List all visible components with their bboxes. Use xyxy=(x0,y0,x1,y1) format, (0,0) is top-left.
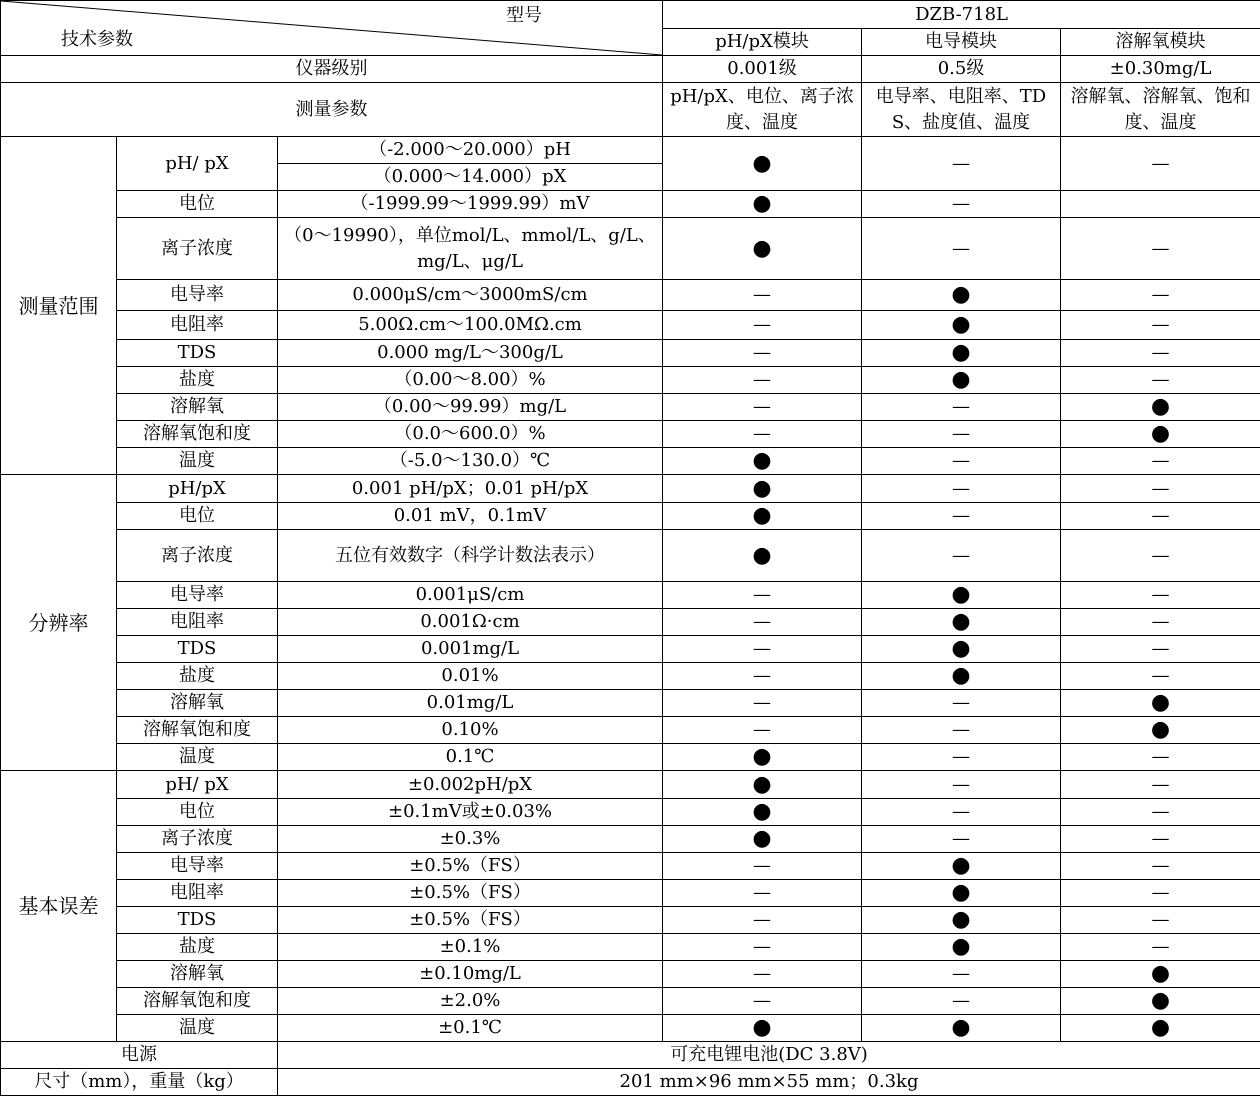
support-mark-do: — xyxy=(1061,880,1260,907)
support-mark-ph: — xyxy=(663,907,862,934)
param-name: 电阻率 xyxy=(117,880,278,907)
support-mark-do: — xyxy=(1061,218,1260,280)
support-mark-conductivity: — xyxy=(862,799,1061,826)
param-name: 溶解氧饱和度 xyxy=(117,717,278,744)
support-mark-do: — xyxy=(1061,503,1260,530)
param-spec: ±0.5%（FS） xyxy=(278,880,663,907)
support-mark-ph: — xyxy=(663,311,862,340)
support-mark-conductivity: ● xyxy=(862,1015,1061,1042)
measure-params-conductivity: 电导率、电阻率、TDS、盐度值、温度 xyxy=(862,83,1061,137)
module-dissolved-oxygen: 溶解氧模块 xyxy=(1061,29,1260,56)
param-spec: 0.001Ω·cm xyxy=(278,609,663,636)
support-mark-conductivity: — xyxy=(862,717,1061,744)
support-mark-do: ● xyxy=(1061,988,1260,1015)
support-mark-ph: ● xyxy=(663,191,862,218)
support-mark-do: — xyxy=(1061,530,1260,582)
param-spec: 0.000 mg/L～300g/L xyxy=(278,340,663,367)
param-name: TDS xyxy=(117,340,278,367)
grade-value-ph: 0.001级 xyxy=(663,56,862,83)
support-mark-conductivity: ● xyxy=(862,636,1061,663)
param-spec: 0.01mg/L xyxy=(278,690,663,717)
support-mark-ph: — xyxy=(663,934,862,961)
param-spec: （-5.0～130.0）℃ xyxy=(278,448,663,475)
support-mark-conductivity: — xyxy=(862,421,1061,448)
support-mark-do: ● xyxy=(1061,421,1260,448)
support-mark-ph: — xyxy=(663,367,862,394)
param-name: 温度 xyxy=(117,448,278,475)
support-mark-ph: — xyxy=(663,690,862,717)
support-mark-conductivity: — xyxy=(862,475,1061,503)
grade-label: 仪器级别 xyxy=(1,56,663,83)
param-spec: 0.1℃ xyxy=(278,744,663,771)
support-mark-conductivity: — xyxy=(862,826,1061,853)
param-name: 离子浓度 xyxy=(117,218,278,280)
support-mark-conductivity: — xyxy=(862,744,1061,771)
support-mark-conductivity: — xyxy=(862,961,1061,988)
param-spec: 0.01 mV，0.1mV xyxy=(278,503,663,530)
support-mark-conductivity: ● xyxy=(862,907,1061,934)
param-spec: 5.00Ω.cm～100.0MΩ.cm xyxy=(278,311,663,340)
module-ph: pH/pX模块 xyxy=(663,29,862,56)
support-mark-do: — xyxy=(1061,663,1260,690)
param-name: TDS xyxy=(117,636,278,663)
model-label: 型号 xyxy=(506,5,543,26)
support-mark-do: — xyxy=(1061,280,1260,311)
param-name: pH/ pX xyxy=(117,771,278,799)
support-mark-ph: — xyxy=(663,880,862,907)
support-mark-do: ● xyxy=(1061,961,1260,988)
support-mark-conductivity: — xyxy=(862,503,1061,530)
support-mark-do: — xyxy=(1061,137,1260,191)
param-spec: ±0.002pH/pX xyxy=(278,771,663,799)
support-mark-ph: — xyxy=(663,636,862,663)
support-mark-do: — xyxy=(1061,582,1260,609)
support-mark-conductivity: ● xyxy=(862,663,1061,690)
param-name: 电导率 xyxy=(117,853,278,880)
param-name: 温度 xyxy=(117,1015,278,1042)
support-mark-ph: — xyxy=(663,717,862,744)
support-mark-ph: ● xyxy=(663,475,862,503)
support-mark-conductivity: — xyxy=(862,191,1061,218)
support-mark-conductivity: ● xyxy=(862,367,1061,394)
support-mark-do: — xyxy=(1061,771,1260,799)
param-name: 电导率 xyxy=(117,582,278,609)
param-spec: 0.10% xyxy=(278,717,663,744)
support-mark-ph: — xyxy=(663,280,862,311)
footer-value: 201 mm×96 mm×55 mm；0.3kg xyxy=(278,1069,1260,1096)
support-mark-ph: ● xyxy=(663,137,862,191)
param-name: 电位 xyxy=(117,503,278,530)
param-spec: ±0.1mV或±0.03% xyxy=(278,799,663,826)
param-spec: 0.000μS/cm～3000mS/cm xyxy=(278,280,663,311)
footer-label: 尺寸（mm），重量（kg） xyxy=(1,1069,278,1096)
support-mark-do xyxy=(1061,191,1260,218)
support-mark-conductivity: ● xyxy=(862,280,1061,311)
support-mark-ph: — xyxy=(663,394,862,421)
param-spec: ±0.5%（FS） xyxy=(278,907,663,934)
grade-value-do: ±0.30mg/L xyxy=(1061,56,1260,83)
section-label: 分辨率 xyxy=(1,475,117,771)
param-spec: 0.001mg/L xyxy=(278,636,663,663)
support-mark-do: — xyxy=(1061,448,1260,475)
support-mark-ph: — xyxy=(663,340,862,367)
support-mark-do: — xyxy=(1061,636,1260,663)
support-mark-ph: — xyxy=(663,582,862,609)
support-mark-ph: — xyxy=(663,421,862,448)
support-mark-do: — xyxy=(1061,340,1260,367)
support-mark-conductivity: — xyxy=(862,218,1061,280)
support-mark-ph: — xyxy=(663,853,862,880)
param-name: 电位 xyxy=(117,191,278,218)
support-mark-do: — xyxy=(1061,826,1260,853)
param-name: 盐度 xyxy=(117,663,278,690)
param-spec: （0.0～600.0）% xyxy=(278,421,663,448)
support-mark-conductivity: ● xyxy=(862,609,1061,636)
support-mark-conductivity: — xyxy=(862,394,1061,421)
support-mark-do: ● xyxy=(1061,1015,1260,1042)
support-mark-conductivity: — xyxy=(862,690,1061,717)
support-mark-ph: — xyxy=(663,609,862,636)
support-mark-do: — xyxy=(1061,367,1260,394)
param-name: TDS xyxy=(117,907,278,934)
param-name: 盐度 xyxy=(117,934,278,961)
measure-params-label: 测量参数 xyxy=(1,83,663,137)
support-mark-do: — xyxy=(1061,311,1260,340)
param-spec: （0.000～14.000）pX xyxy=(278,164,663,191)
support-mark-ph: ● xyxy=(663,530,862,582)
support-mark-do: — xyxy=(1061,609,1260,636)
support-mark-conductivity: ● xyxy=(862,340,1061,367)
param-spec: 0.001μS/cm xyxy=(278,582,663,609)
param-spec: （-2.000～20.000）pH xyxy=(278,137,663,164)
support-mark-ph: ● xyxy=(663,771,862,799)
support-mark-conductivity: ● xyxy=(862,311,1061,340)
param-name: 溶解氧 xyxy=(117,394,278,421)
param-spec: （0.00～99.99）mg/L xyxy=(278,394,663,421)
param-name: 离子浓度 xyxy=(117,826,278,853)
param-spec: 0.001 pH/pX；0.01 pH/pX xyxy=(278,475,663,503)
support-mark-conductivity: — xyxy=(862,530,1061,582)
param-name: 电导率 xyxy=(117,280,278,311)
param-spec: （0.00～8.00）% xyxy=(278,367,663,394)
support-mark-ph: ● xyxy=(663,503,862,530)
support-mark-ph: ● xyxy=(663,448,862,475)
param-name: 溶解氧饱和度 xyxy=(117,988,278,1015)
support-mark-ph: — xyxy=(663,663,862,690)
support-mark-ph: ● xyxy=(663,744,862,771)
support-mark-do: ● xyxy=(1061,690,1260,717)
support-mark-do: ● xyxy=(1061,394,1260,421)
param-spec: 0.01% xyxy=(278,663,663,690)
param-spec: 五位有效数字（科学计数法表示） xyxy=(278,530,663,582)
module-conductivity: 电导模块 xyxy=(862,29,1061,56)
param-spec: ±0.10mg/L xyxy=(278,961,663,988)
param-spec: ±0.5%（FS） xyxy=(278,853,663,880)
support-mark-ph: — xyxy=(663,988,862,1015)
grade-value-conductivity: 0.5级 xyxy=(862,56,1061,83)
header-diagonal-cell xyxy=(1,1,663,56)
support-mark-ph: ● xyxy=(663,218,862,280)
support-mark-ph: — xyxy=(663,961,862,988)
footer-value: 可充电锂电池(DC 3.8V) xyxy=(278,1042,1260,1069)
support-mark-conductivity: ● xyxy=(862,582,1061,609)
param-name: 盐度 xyxy=(117,367,278,394)
param-spec: ±0.1℃ xyxy=(278,1015,663,1042)
support-mark-conductivity: ● xyxy=(862,934,1061,961)
section-label: 基本误差 xyxy=(1,771,117,1042)
param-name: 电阻率 xyxy=(117,311,278,340)
param-name: pH/pX xyxy=(117,475,278,503)
support-mark-do: — xyxy=(1061,934,1260,961)
param-name: 离子浓度 xyxy=(117,530,278,582)
param-name: 溶解氧饱和度 xyxy=(117,421,278,448)
param-name: 电位 xyxy=(117,799,278,826)
support-mark-conductivity: — xyxy=(862,137,1061,191)
support-mark-ph: ● xyxy=(663,799,862,826)
param-name: 溶解氧 xyxy=(117,961,278,988)
param-spec: ±0.1% xyxy=(278,934,663,961)
param-spec: （0～19990），单位mol/L、mmol/L、g/L、mg/L、μg/L xyxy=(278,218,663,280)
support-mark-ph: ● xyxy=(663,826,862,853)
support-mark-ph: ● xyxy=(663,1015,862,1042)
support-mark-do: — xyxy=(1061,799,1260,826)
support-mark-do: ● xyxy=(1061,717,1260,744)
param-name: 温度 xyxy=(117,744,278,771)
param-spec: （-1999.99～1999.99）mV xyxy=(278,191,663,218)
param-name: 溶解氧 xyxy=(117,690,278,717)
support-mark-conductivity: — xyxy=(862,448,1061,475)
support-mark-do: — xyxy=(1061,475,1260,503)
measure-params-ph: pH/pX、电位、离子浓度、温度 xyxy=(663,83,862,137)
support-mark-conductivity: — xyxy=(862,771,1061,799)
support-mark-do: — xyxy=(1061,853,1260,880)
param-spec: ±0.3% xyxy=(278,826,663,853)
footer-label: 电源 xyxy=(1,1042,278,1069)
support-mark-conductivity: — xyxy=(862,988,1061,1015)
support-mark-do: — xyxy=(1061,744,1260,771)
param-name: 电阻率 xyxy=(117,609,278,636)
model-name: DZB-718L xyxy=(663,1,1260,29)
param-spec: ±2.0% xyxy=(278,988,663,1015)
param-name: pH/ pX xyxy=(117,137,278,191)
tech-params-label: 技术参数 xyxy=(61,29,133,50)
section-label: 测量范围 xyxy=(1,137,117,475)
support-mark-conductivity: ● xyxy=(862,880,1061,907)
measure-params-do: 溶解氧、溶解氧、饱和度、温度 xyxy=(1061,83,1260,137)
support-mark-conductivity: ● xyxy=(862,853,1061,880)
support-mark-do: — xyxy=(1061,907,1260,934)
